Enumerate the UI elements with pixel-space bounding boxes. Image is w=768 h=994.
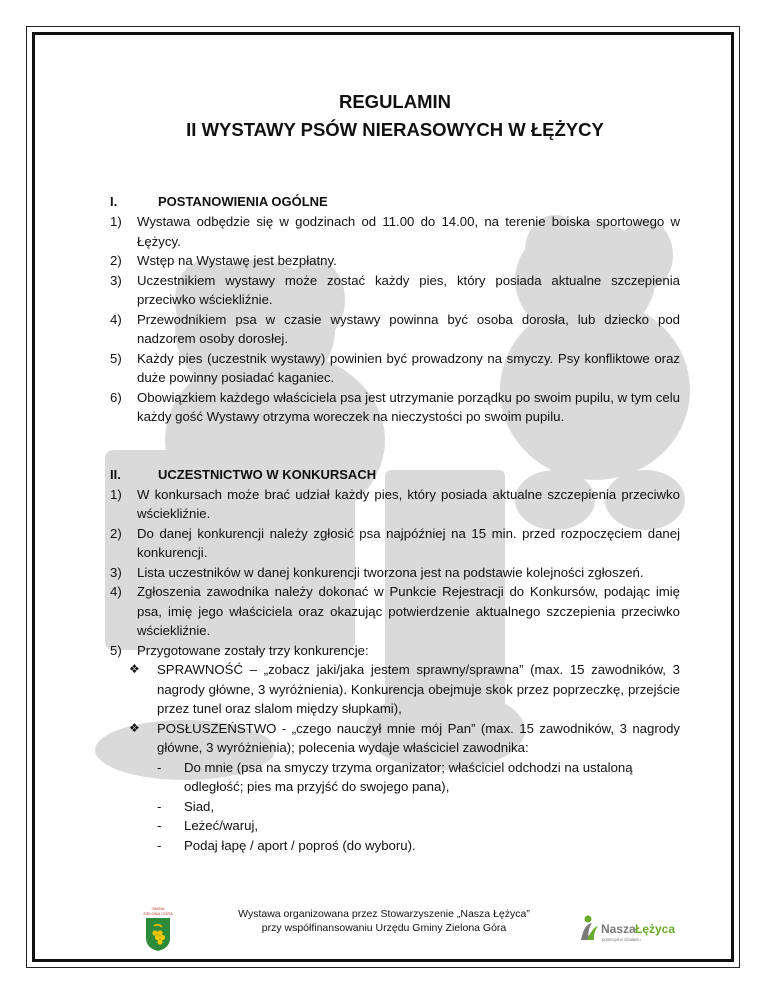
item-text: W konkursach może brać udział każdy pies, który posiada aktualne szczepienia przeciwko wściekliźnie. — [137, 486, 680, 521]
list-item — [110, 388, 680, 427]
item-number: 2) — [110, 253, 122, 268]
list-item — [110, 251, 680, 271]
dash-bullet: - — [157, 798, 162, 814]
item-number: 3) — [110, 272, 122, 288]
svg-text:Łężyca: Łężyca — [635, 922, 676, 936]
diamond-bullet-icon: ❖ — [129, 720, 140, 735]
competition-item — [129, 719, 680, 758]
command-text: Podaj łapę / aport / poproś (do wyboru). — [184, 837, 416, 853]
document-subtitle: II WYSTAWY PSÓW NIERASOWYCH W ŁĘŻYCY — [186, 119, 604, 140]
dash-bullet: - — [157, 818, 162, 833]
diamond-bullet-icon: ❖ — [129, 662, 140, 676]
item-number: 2) — [110, 525, 122, 541]
item-number: 4) — [110, 311, 122, 327]
competition-list — [129, 660, 680, 758]
item-number: 1) — [110, 214, 122, 229]
svg-text:ZIELONA GÓRA: ZIELONA GÓRA — [143, 911, 173, 916]
competition-text: SPRAWNOŚĆ – „zobacz jaki/jaka jestem sprawny/sprawna” (max. 15 zawodników, 3 nagrody główne, 3 wyróżnienia). Konkurencja obejmuje skok przez poprzeczkę, przejście przez tunel oraz slalom między słupkami), — [157, 662, 680, 716]
section-number: II. — [110, 466, 121, 482]
list-item — [110, 524, 680, 563]
competition-text: POSŁUSZEŃSTWO - „czego nauczył mnie mój Pan” (max. 15 zawodników, 3 nagrody główne, 3 wyróżnienia); polecenia wydaje właściciel zawodnika: — [157, 720, 680, 755]
item-number: 5) — [110, 642, 122, 658]
list-item — [110, 563, 680, 583]
dash-bullet: - — [157, 837, 162, 853]
command-item — [157, 816, 680, 836]
list-item — [110, 582, 680, 641]
competition-item — [129, 660, 680, 719]
list-item — [110, 485, 680, 524]
command-text: Do mnie (psa na smyczy trzyma organizator; właściciel odchodzi na ustaloną odległość; pies ma przyjść do swojego pana), — [184, 759, 633, 794]
document-title: REGULAMIN — [338, 91, 452, 112]
item-number: 3) — [110, 564, 122, 580]
command-list — [157, 758, 680, 856]
item-number: 1) — [110, 486, 122, 502]
item-text: Do danej konkurencji należy zgłosić psa najpóźniej na 15 min. przed rozpoczęciem danej konkurencji. — [137, 525, 680, 560]
item-text: Wstęp na Wystawę jest bezpłatny. — [137, 253, 337, 268]
document-body — [110, 88, 680, 855]
item-text: Uczestnikiem wystawy może zostać każdy pies, który posiada aktualne szczepienia przeciwko wściekliźnie. — [137, 272, 680, 307]
item-number: 5) — [110, 350, 122, 366]
command-text: Siad, — [184, 798, 215, 814]
item-text: Przygotowane zostały trzy konkurencje: — [137, 642, 369, 658]
section-heading — [110, 192, 680, 212]
item-text: Przewodnikiem psa w czasie wystawy powinna być osoba dorosła, lub dziecko pod nadzorem osoby dorosłej. — [137, 311, 680, 346]
footer-line-1: Wystawa organizowana przez Stowarzyszenie „Nasza Łężyca” — [238, 908, 530, 920]
section-list — [110, 212, 680, 427]
svg-text:GMINA: GMINA — [151, 906, 165, 911]
section-title: POSTANOWIENIA OGÓLNE — [158, 194, 328, 209]
section-list — [110, 485, 680, 661]
item-number: 6) — [110, 389, 122, 405]
command-item — [157, 758, 680, 797]
command-text: Leżeć/waruj, — [184, 818, 259, 833]
section-heading — [110, 465, 680, 485]
list-item — [110, 271, 680, 310]
svg-text:Nasza: Nasza — [601, 922, 636, 936]
item-text: Obowiązkiem każdego właściciela psa jest utrzymanie porządku po swoim pupilu, w tym celu każdy gość Wystawy otrzyma woreczek na nieczystości po swoim pupilu. — [137, 389, 680, 424]
item-number: 4) — [110, 584, 122, 599]
item-text: Każdy pies (uczestnik wystawy) powinien być prowadzony na smyczy. Psy konfliktowe oraz duże powinny posiadać kaganiec. — [137, 350, 680, 385]
dash-bullet: - — [157, 759, 162, 775]
nasza-lezyca-logo — [578, 910, 688, 946]
list-item — [110, 349, 680, 388]
section-number: I. — [110, 194, 118, 209]
list-item — [110, 641, 680, 661]
list-item — [110, 310, 680, 349]
footer-line-2: przy współfinansowaniu Urzędu Gminy Zielona Góra — [261, 922, 507, 934]
command-item — [157, 836, 680, 856]
item-text: Wystawa odbędzie się w godzinach od 11.00 do 14.00, na terenie boiska sportowego w Łężycy. — [137, 214, 680, 249]
section-title: UCZESTNICTWO W KONKURSACH — [158, 466, 377, 482]
svg-text:potencjał w działaniu: potencjał w działaniu — [602, 937, 641, 942]
item-text: Zgłoszenia zawodnika należy dokonać w Punkcie Rejestracji do Konkursów, podając imię psa, imię jego właściciela oraz okazując potwierdzenie aktualnego szczepienia przeciwko wściekliźnie. — [137, 584, 680, 638]
command-item — [157, 797, 680, 817]
item-text: Lista uczestników w danej konkurencji tworzona jest na podstawie kolejności zgłoszeń. — [137, 564, 644, 580]
list-item — [110, 212, 680, 251]
